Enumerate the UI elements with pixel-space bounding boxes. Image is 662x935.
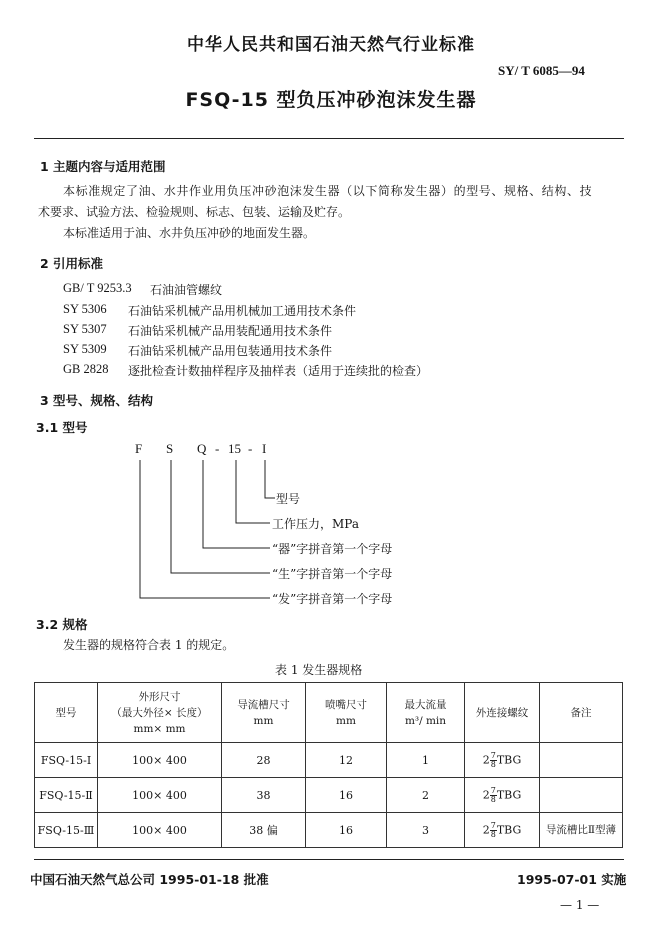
cell-nozzle: 16 [306,813,387,848]
leader-line-s [171,460,270,573]
cell-model: FSQ-15-Ⅱ [35,778,98,813]
thread-fraction [490,752,497,769]
thread-fraction [490,787,497,804]
header-thread: 外连接螺纹 [465,683,540,743]
thread-whole: 2 [482,753,490,766]
thread-denominator: 8 [490,794,496,804]
callout-fa-letter: “发”字拼音第一个字母 [272,592,393,606]
footer-divider [34,859,624,860]
header-model: 型号 [35,683,98,743]
reference-title: 石油钻采机械产品用包装通用技术条件 [128,344,333,358]
section-1-paragraph-line-2: 术要求、试验方法、检验规则、标志、包装、运输及贮存。 [38,205,351,219]
section-3-heading: 3 型号、规格、结构 [40,393,154,408]
reference-code: SY 5307 [63,322,107,336]
leader-line-f [140,460,270,598]
model-letter-s: S [166,441,174,456]
table-row [35,778,623,813]
header-size-line-1: 外形尺寸 [138,690,181,703]
header-guide-groove [222,683,306,743]
callout-working-pressure: 工作压力，MPa [272,517,359,531]
cell-nozzle: 12 [306,743,387,778]
header-guide-line-2: mm [253,714,274,727]
section-3-1-heading: 3.1 型号 [36,420,88,435]
header-guide-line-1: 导流槽尺寸 [237,698,290,711]
table-row [35,743,623,778]
cell-thread [465,743,540,778]
cell-remark: 导流槽比Ⅱ型薄 [540,813,623,848]
thread-denominator: 8 [490,829,496,839]
header-nozzle-line-1: 喷嘴尺寸 [325,698,367,711]
header-max-flow [387,683,465,743]
section-1-paragraph-line-1: 本标准规定了油、水井作业用负压冲砂泡沫发生器（以下简称发生器）的型号、规格、结构、技 [63,184,593,198]
model-type-roman: I [262,441,267,456]
cell-guide: 38 [222,778,306,813]
cell-remark [540,778,623,813]
section-1-heading: 1 主题内容与适用范围 [40,159,166,174]
page-number: — 1 — [560,898,600,912]
standard-code: SY/ T 6085—94 [498,63,585,78]
table-caption: 表 1 发生器规格 [275,663,363,677]
approval-statement: 中国石油天然气总公司 1995-01-18 批准 [30,872,269,887]
section-2-heading: 2 引用标准 [40,256,104,271]
header-nozzle [306,683,387,743]
cell-size: 100× 400 [98,778,222,813]
effective-date: 1995-07-01 实施 [517,872,627,887]
table-row [35,813,623,848]
header-flow-line-2: m³/ min [404,714,447,727]
model-pressure-number: 15 [228,441,241,456]
header-size-line-3: mm× mm [133,722,186,735]
thread-unit: TBG [496,788,522,801]
cell-model: FSQ-15-Ⅰ [35,743,98,778]
spec-table [34,682,623,848]
cell-thread [465,778,540,813]
reference-title: 石油钻采机械产品用装配通用技术条件 [128,324,333,338]
model-dash-2: - [248,441,253,456]
thread-numerator: 7 [490,785,496,795]
section-3-2-heading: 3.2 规格 [36,617,88,632]
reference-title: 石油钻采机械产品用机械加工通用技术条件 [128,304,357,318]
cell-thread [465,813,540,848]
header-outline-size [98,683,222,743]
thread-unit: TBG [496,753,522,766]
cell-model: FSQ-15-Ⅲ [35,813,98,848]
header-size-line-2: （最大外径× 长度） [111,706,208,719]
model-letter-f: F [135,441,143,456]
thread-numerator: 7 [490,750,496,760]
leader-line-type [265,460,275,498]
cell-size: 100× 400 [98,743,222,778]
model-dash-1: - [215,441,220,456]
reference-code: GB/ T 9253.3 [63,281,132,295]
thread-whole: 2 [482,788,490,801]
cell-flow: 1 [387,743,465,778]
cell-flow: 2 [387,778,465,813]
cell-remark [540,743,623,778]
header-remark: 备注 [540,683,623,743]
reference-code: SY 5306 [63,302,107,316]
callout-sheng-letter: “生”字拼音第一个字母 [272,567,393,581]
reference-code: GB 2828 [63,362,109,376]
document-title: FSQ-15 型负压冲砂泡沫发生器 [185,89,477,111]
section-3-2-text: 发生器的规格符合表 1 的规定。 [63,638,235,652]
table-header-row [35,683,623,743]
callout-type: 型号 [276,492,301,506]
thread-denominator: 8 [490,759,496,769]
cell-guide: 38 偏 [222,813,306,848]
reference-title: 逐批检查计数抽样程序及抽样表（适用于连续批的检查） [128,364,429,378]
thread-fraction [490,822,497,839]
cell-flow: 3 [387,813,465,848]
callout-qi-letter: “器”字拼音第一个字母 [272,542,393,556]
reference-title: 石油油管螺纹 [150,283,223,297]
header-nozzle-line-2: mm [336,714,356,727]
section-1-paragraph-2: 本标准适用于油、水井负压冲砂的地面发生器。 [63,226,316,240]
thread-numerator: 7 [490,820,496,830]
cell-guide: 28 [222,743,306,778]
thread-unit: TBG [496,823,522,836]
reference-code: SY 5309 [63,342,107,356]
cell-nozzle: 16 [306,778,387,813]
cell-size: 100× 400 [98,813,222,848]
model-letter-q: Q [197,441,207,456]
thread-whole: 2 [482,823,490,836]
standard-category-title: 中华人民共和国石油天然气行业标准 [187,35,475,55]
header-flow-line-1: 最大流量 [404,698,447,711]
